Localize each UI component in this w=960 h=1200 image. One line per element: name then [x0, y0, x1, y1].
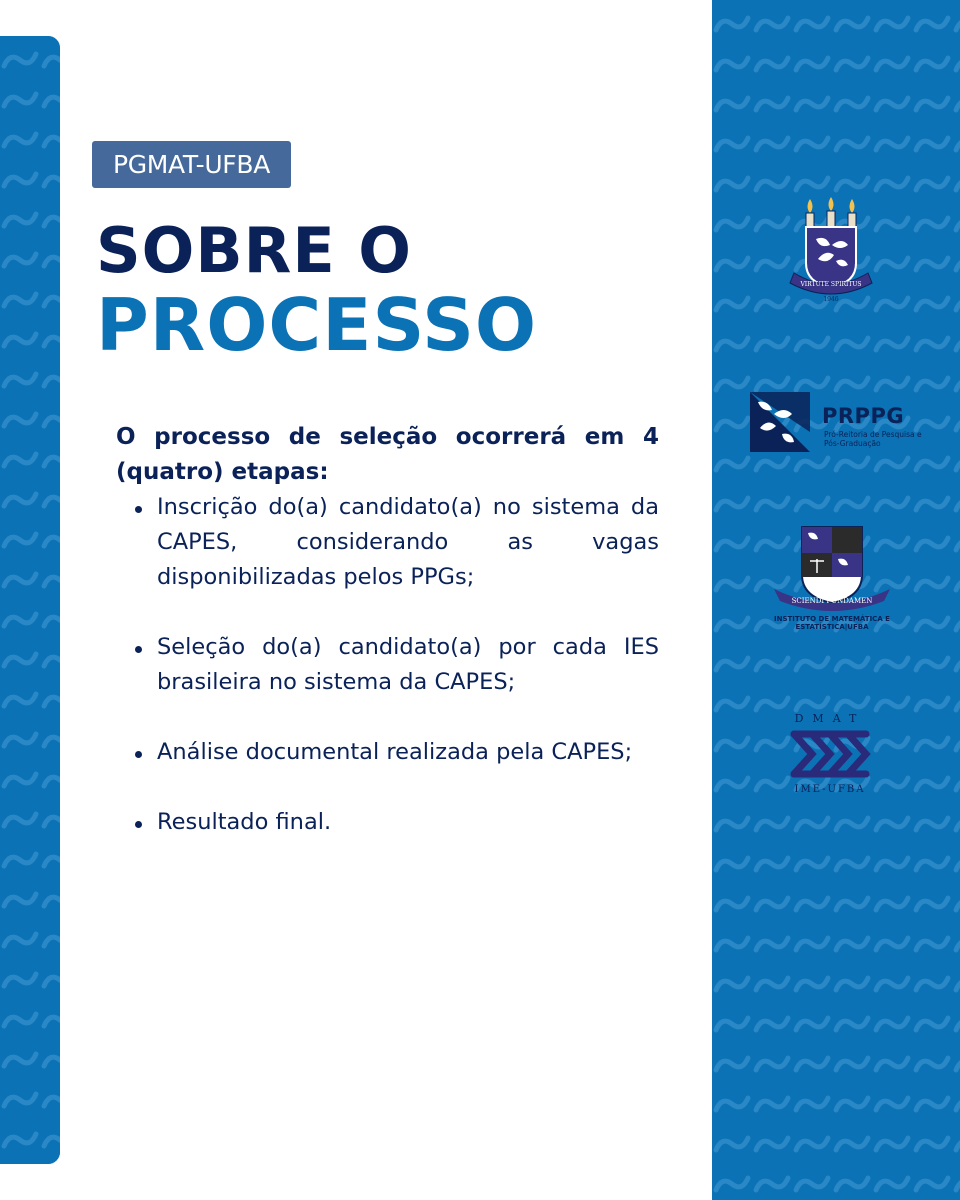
bullet-icon	[135, 821, 142, 828]
dmat-knot-icon	[784, 726, 876, 786]
prppg-logo-icon	[748, 388, 814, 454]
dmat-logo	[784, 712, 876, 798]
left-pattern-strip	[0, 36, 60, 1164]
list-item	[132, 490, 659, 595]
ime-caption: INSTITUTO DE MATEMÁTICA E ESTATÍSTICA|UFBA	[774, 615, 890, 631]
dmat-label: DMAT	[794, 712, 866, 725]
list-item	[132, 805, 659, 840]
prppg-name: PRPPG	[822, 404, 905, 428]
prppg-subtitle: Pró-Reitoria de Pesquisa e Pós-Graduação	[824, 430, 922, 448]
list-item	[132, 735, 659, 770]
ufba-coat-of-arms-icon	[788, 195, 874, 311]
ime-logo	[770, 525, 894, 645]
step-text: Inscrição do(a) candidato(a) no sistema da CAPES, considerando as vagas disponibilizadas pelos PPGs;	[157, 494, 659, 590]
title-line-2: PROCESSO	[96, 283, 538, 367]
intro-text: O processo de seleção ocorrerá em 4 (quatro) etapas:	[116, 424, 659, 485]
dmat-caption: IME-UFBA	[794, 784, 866, 795]
step-text: Seleção do(a) candidato(a) por cada IES brasileira no sistema da CAPES;	[157, 634, 659, 695]
step-text: Resultado final.	[157, 809, 332, 835]
ime-shield-icon	[770, 525, 894, 615]
bullet-icon	[135, 506, 142, 513]
bullet-icon	[135, 751, 142, 758]
program-tag: PGMAT-UFBA	[92, 141, 291, 188]
title-line-1: SOBRE O	[96, 214, 413, 287]
prppg-logo	[748, 388, 920, 458]
svg-text:VIRTUTE SPIRITUS: VIRTUTE SPIRITUS	[800, 281, 862, 288]
step-text: Análise documental realizada pela CAPES;	[157, 739, 633, 765]
svg-text:1946: 1946	[823, 296, 839, 303]
steps-list	[132, 490, 659, 875]
svg-text:SCIENDI FUNDAMEN: SCIENDI FUNDAMEN	[791, 597, 873, 605]
list-item	[132, 630, 659, 700]
bullet-icon	[135, 646, 142, 653]
